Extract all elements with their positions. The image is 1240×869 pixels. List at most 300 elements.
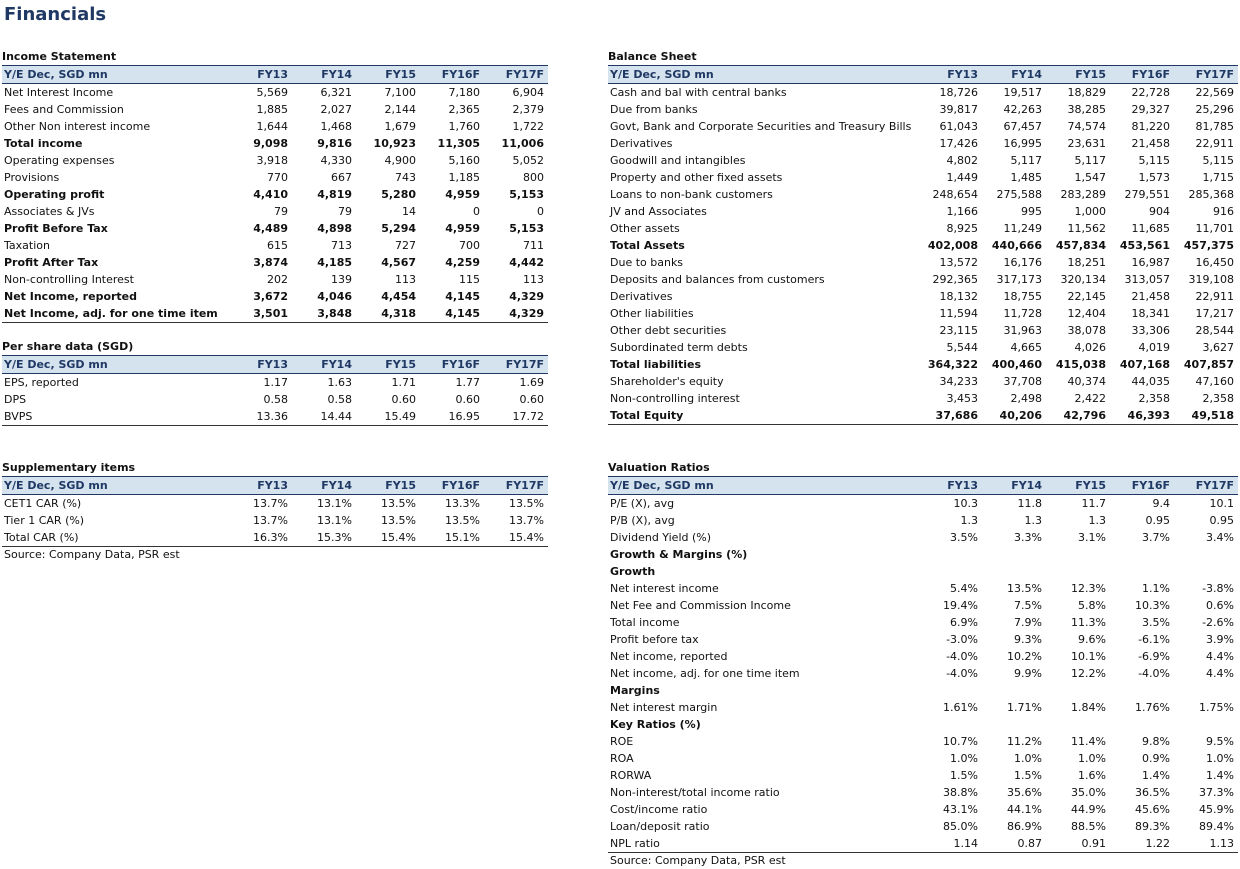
- table-row: [2, 203, 548, 220]
- per-share-table: [2, 355, 548, 426]
- row-value: 7.9%: [1014, 616, 1042, 629]
- row-value: 13.5%: [1007, 582, 1042, 595]
- row-value: 1,166: [946, 205, 978, 218]
- section-title: Valuation Ratios: [608, 461, 710, 474]
- row-value: 22,145: [1067, 290, 1106, 303]
- row-value: 33,306: [1131, 324, 1170, 337]
- row-value: 1.3: [1024, 514, 1042, 527]
- row-value: 711: [523, 239, 544, 252]
- row-value: 19,517: [1003, 86, 1042, 99]
- row-value: 1.6%: [1078, 769, 1106, 782]
- row-value: 4,046: [317, 290, 352, 303]
- section-title: Per share data (SGD): [2, 340, 134, 353]
- table-header-row: [2, 356, 548, 374]
- row-value: 407,168: [1119, 358, 1170, 371]
- header-label: Y/E Dec, SGD mn: [4, 358, 108, 371]
- row-value: 35.0%: [1071, 786, 1106, 799]
- row-value: 11,249: [1003, 222, 1042, 235]
- table-row: [2, 408, 548, 426]
- row-value: 0.87: [1017, 837, 1042, 850]
- row-label: Net interest income: [610, 582, 719, 595]
- row-value: 35.6%: [1007, 786, 1042, 799]
- row-value: 7.5%: [1014, 599, 1042, 612]
- row-value: 3.3%: [1014, 531, 1042, 544]
- row-value: 42,263: [1003, 103, 1042, 116]
- row-value: 3.1%: [1078, 531, 1106, 544]
- row-value: [1110, 563, 1174, 580]
- row-value: 13.7%: [253, 514, 288, 527]
- row-value: 2,379: [512, 103, 544, 116]
- row-value: 18,341: [1131, 307, 1170, 320]
- row-label: RORWA: [610, 769, 652, 782]
- section-title: Income Statement: [2, 50, 117, 63]
- row-value: 0.60: [391, 393, 416, 406]
- row-value: 17.72: [512, 410, 544, 423]
- table-row: [2, 374, 548, 392]
- row-value: [982, 563, 1046, 580]
- table-row: [608, 631, 1238, 648]
- row-label: P/B (X), avg: [610, 514, 675, 527]
- row-value: [918, 563, 982, 580]
- row-value: -2.6%: [1202, 616, 1234, 629]
- row-value: 0: [473, 205, 480, 218]
- row-label: JV and Associates: [610, 205, 707, 218]
- row-value: 37,708: [1003, 375, 1042, 388]
- table-row: [2, 220, 548, 237]
- row-value: 9,816: [317, 137, 352, 150]
- row-label: Profit After Tax: [4, 256, 99, 269]
- row-value: 1.0%: [1206, 752, 1234, 765]
- row-value: 25,296: [1195, 103, 1234, 116]
- row-value: 415,038: [1055, 358, 1106, 371]
- row-value: 79: [338, 205, 352, 218]
- row-label: Loan/deposit ratio: [610, 820, 710, 833]
- row-value: 457,834: [1055, 239, 1106, 252]
- row-label: ROA: [610, 752, 634, 765]
- row-value: 248,654: [932, 188, 978, 201]
- row-label: Operating expenses: [4, 154, 115, 167]
- row-value: 1,000: [1074, 205, 1106, 218]
- row-value: [1174, 682, 1238, 699]
- row-value: 667: [331, 171, 352, 184]
- header-label: Y/E Dec, SGD mn: [610, 68, 714, 81]
- row-value: 4,802: [946, 154, 978, 167]
- row-value: 3.9%: [1206, 633, 1234, 646]
- table-row: [608, 784, 1238, 801]
- table-row: [2, 254, 548, 271]
- header-label: Y/E Dec, SGD mn: [4, 479, 108, 492]
- table-row: [608, 186, 1238, 203]
- row-value: 31,963: [1003, 324, 1042, 337]
- row-value: 4,330: [320, 154, 352, 167]
- row-value: 313,057: [1124, 273, 1170, 286]
- row-value: 16,450: [1195, 256, 1234, 269]
- row-value: -4.0%: [1138, 667, 1170, 680]
- row-value: 5,569: [256, 86, 288, 99]
- row-value: [1046, 563, 1110, 580]
- row-label: Total CAR (%): [4, 531, 79, 544]
- row-value: 12.2%: [1071, 667, 1106, 680]
- row-value: [982, 716, 1046, 733]
- row-value: 8,925: [946, 222, 978, 235]
- row-value: 2,027: [320, 103, 352, 116]
- row-value: 11.3%: [1071, 616, 1106, 629]
- row-value: 16,987: [1131, 256, 1170, 269]
- row-label: Total income: [610, 616, 680, 629]
- row-value: 4,259: [445, 256, 480, 269]
- row-label: Operating profit: [4, 188, 105, 201]
- row-value: 79: [274, 205, 288, 218]
- row-value: 22,569: [1195, 86, 1234, 99]
- year-header: FY17F: [1195, 479, 1234, 492]
- row-value: 727: [395, 239, 416, 252]
- row-value: 13.7%: [509, 514, 544, 527]
- table-header-row: [608, 477, 1238, 495]
- year-header: FY13: [947, 479, 978, 492]
- source-note: Source: Company Data, PSR est: [4, 548, 180, 561]
- row-value: 1.3: [960, 514, 978, 527]
- row-value: 3.4%: [1206, 531, 1234, 544]
- row-value: 4,145: [445, 307, 480, 320]
- row-value: 364,322: [927, 358, 978, 371]
- row-label: Non-interest/total income ratio: [610, 786, 780, 799]
- table-row: [608, 818, 1238, 835]
- year-header: FY16F: [441, 358, 480, 371]
- row-label: Total income: [4, 137, 83, 150]
- table-row: [608, 220, 1238, 237]
- row-value: 1,468: [320, 120, 352, 133]
- row-value: 4,959: [445, 222, 480, 235]
- row-value: 47,160: [1195, 375, 1234, 388]
- table-row: [608, 390, 1238, 407]
- row-value: 275,588: [996, 188, 1042, 201]
- row-value: 3,848: [317, 307, 352, 320]
- year-header: FY16F: [1131, 479, 1170, 492]
- table-row: [2, 529, 548, 547]
- row-value: 457,375: [1183, 239, 1234, 252]
- row-value: 1.4%: [1142, 769, 1170, 782]
- row-value: 11,006: [501, 137, 544, 150]
- row-value: 4.4%: [1206, 667, 1234, 680]
- balance-sheet-table: [608, 65, 1238, 425]
- row-label: P/E (X), avg: [610, 497, 675, 510]
- row-label: Associates & JVs: [4, 205, 95, 218]
- row-value: 317,173: [996, 273, 1042, 286]
- row-value: 4,329: [509, 290, 544, 303]
- row-value: 1,644: [256, 120, 288, 133]
- year-header: FY15: [385, 68, 416, 81]
- row-value: 43.1%: [943, 803, 978, 816]
- row-value: 4,900: [384, 154, 416, 167]
- row-value: 2,358: [1202, 392, 1234, 405]
- row-value: 37,686: [935, 409, 978, 422]
- year-header: FY17F: [505, 358, 544, 371]
- row-value: -3.8%: [1202, 582, 1234, 595]
- row-value: 12.3%: [1071, 582, 1106, 595]
- row-value: 5.4%: [950, 582, 978, 595]
- table-row: [608, 648, 1238, 665]
- row-value: 1.3: [1088, 514, 1106, 527]
- header-label: Y/E Dec, SGD mn: [4, 68, 108, 81]
- table-row: [608, 373, 1238, 390]
- row-value: 5,153: [509, 188, 544, 201]
- table-row: [608, 733, 1238, 750]
- row-value: 1,449: [946, 171, 978, 184]
- row-value: 402,008: [927, 239, 978, 252]
- row-label: Derivatives: [610, 290, 673, 303]
- row-value: 292,365: [932, 273, 978, 286]
- row-value: 14.44: [320, 410, 352, 423]
- row-value: 3,627: [1202, 341, 1234, 354]
- row-label: Non-controlling Interest: [4, 273, 134, 286]
- row-value: 3.7%: [1142, 531, 1170, 544]
- row-value: 11,685: [1131, 222, 1170, 235]
- row-value: 18,251: [1067, 256, 1106, 269]
- row-value: 4,318: [381, 307, 416, 320]
- row-value: 15.4%: [381, 531, 416, 544]
- row-value: 5,280: [381, 188, 416, 201]
- row-value: 1.63: [327, 376, 352, 389]
- row-label: ROE: [610, 735, 634, 748]
- row-value: -4.0%: [946, 667, 978, 680]
- row-value: 18,132: [939, 290, 978, 303]
- table-row: [2, 271, 548, 288]
- row-value: 13.1%: [317, 497, 352, 510]
- row-value: 13.36: [256, 410, 288, 423]
- row-value: 13.5%: [445, 514, 480, 527]
- table-row: [608, 580, 1238, 597]
- table-row: [2, 118, 548, 135]
- row-label: Key Ratios (%): [610, 718, 701, 731]
- row-value: 44.1%: [1007, 803, 1042, 816]
- row-label: Subordinated term debts: [610, 341, 748, 354]
- row-value: 0: [537, 205, 544, 218]
- row-value: 49,518: [1191, 409, 1234, 422]
- row-value: 743: [395, 171, 416, 184]
- supplementary-items-section: [2, 459, 548, 563]
- table-row: [608, 614, 1238, 631]
- table-row: [608, 546, 1238, 563]
- row-value: 11.4%: [1071, 735, 1106, 748]
- row-value: 1,760: [448, 120, 480, 133]
- row-value: 9.8%: [1142, 735, 1170, 748]
- row-value: 700: [459, 239, 480, 252]
- row-value: 3,918: [256, 154, 288, 167]
- row-value: 1.71%: [1007, 701, 1042, 714]
- table-row: [608, 237, 1238, 254]
- table-row: [2, 288, 548, 305]
- row-label: Fees and Commission: [4, 103, 124, 116]
- row-value: 16.95: [448, 410, 480, 423]
- row-value: 800: [523, 171, 544, 184]
- row-value: 1,573: [1138, 171, 1170, 184]
- row-value: 10.3%: [1135, 599, 1170, 612]
- row-value: -6.9%: [1138, 650, 1170, 663]
- row-value: 22,728: [1131, 86, 1170, 99]
- valuation-ratios-section: [608, 459, 1238, 869]
- row-value: 1,547: [1074, 171, 1106, 184]
- row-value: 9.3%: [1014, 633, 1042, 646]
- row-label: Other liabilities: [610, 307, 694, 320]
- row-value: 4,454: [381, 290, 416, 303]
- row-label: EPS, reported: [4, 376, 79, 389]
- row-value: [1046, 546, 1110, 563]
- year-header: FY16F: [441, 479, 480, 492]
- row-value: 1,679: [384, 120, 416, 133]
- row-value: 9.6%: [1078, 633, 1106, 646]
- row-value: 4,819: [317, 188, 352, 201]
- row-label: Non-controlling interest: [610, 392, 740, 405]
- row-value: -6.1%: [1138, 633, 1170, 646]
- table-row: [608, 767, 1238, 784]
- row-value: 44,035: [1131, 375, 1170, 388]
- row-value: 23,631: [1067, 137, 1106, 150]
- row-label: Dividend Yield (%): [610, 531, 712, 544]
- row-value: 5,117: [1010, 154, 1042, 167]
- row-label: Other debt securities: [610, 324, 727, 337]
- row-label: Shareholder's equity: [610, 375, 724, 388]
- row-label: Deposits and balances from customers: [610, 273, 825, 286]
- row-label: Due to banks: [610, 256, 684, 269]
- row-label: Net Interest Income: [4, 86, 114, 99]
- row-value: [982, 546, 1046, 563]
- table-row: [608, 835, 1238, 853]
- row-value: 3,453: [946, 392, 978, 405]
- row-label: Growth & Margins (%): [610, 548, 748, 561]
- table-row: [2, 169, 548, 186]
- row-value: 1.61%: [943, 701, 978, 714]
- row-label: Total liabilities: [610, 358, 702, 371]
- row-label: Growth: [610, 565, 656, 578]
- year-header: FY14: [1011, 68, 1042, 81]
- row-value: 42,796: [1063, 409, 1106, 422]
- row-value: 283,289: [1060, 188, 1106, 201]
- table-header-row: [608, 66, 1238, 84]
- supplementary-table: [2, 476, 548, 547]
- row-value: 115: [459, 273, 480, 286]
- row-value: 7,100: [384, 86, 416, 99]
- row-value: 1.22: [1145, 837, 1170, 850]
- table-row: [608, 529, 1238, 546]
- row-value: 40,374: [1067, 375, 1106, 388]
- row-value: 0.91: [1081, 837, 1106, 850]
- row-label: Due from banks: [610, 103, 698, 116]
- row-value: 10.2%: [1007, 650, 1042, 663]
- row-value: 16.3%: [253, 531, 288, 544]
- table-row: [608, 339, 1238, 356]
- row-value: 5,544: [946, 341, 978, 354]
- row-label: Net income, adj. for one time item: [610, 667, 800, 680]
- row-value: 22,911: [1195, 290, 1234, 303]
- table-row: [608, 254, 1238, 271]
- row-value: 1.5%: [1014, 769, 1042, 782]
- row-value: 407,857: [1183, 358, 1234, 371]
- row-value: 15.3%: [317, 531, 352, 544]
- row-value: 4,442: [509, 256, 544, 269]
- row-value: 16,176: [1003, 256, 1042, 269]
- table-header-row: [2, 66, 548, 84]
- row-value: 770: [267, 171, 288, 184]
- row-value: 2,144: [384, 103, 416, 116]
- row-label: Derivatives: [610, 137, 673, 150]
- per-share-data-section: [2, 338, 548, 426]
- row-value: 4.4%: [1206, 650, 1234, 663]
- row-value: 0.9%: [1142, 752, 1170, 765]
- row-value: 18,726: [939, 86, 978, 99]
- row-value: 113: [395, 273, 416, 286]
- row-value: 4,019: [1138, 341, 1170, 354]
- row-value: 5,115: [1202, 154, 1234, 167]
- table-row: [608, 716, 1238, 733]
- row-value: 11,594: [939, 307, 978, 320]
- row-value: 1.0%: [1078, 752, 1106, 765]
- table-row: [608, 699, 1238, 716]
- row-value: 4,329: [509, 307, 544, 320]
- row-value: 5,115: [1138, 154, 1170, 167]
- row-label: Net Fee and Commission Income: [610, 599, 791, 612]
- table-row: [2, 305, 548, 323]
- row-value: 5,294: [381, 222, 416, 235]
- row-value: [1174, 716, 1238, 733]
- row-value: 11,562: [1067, 222, 1106, 235]
- row-value: 89.3%: [1135, 820, 1170, 833]
- table-row: [608, 563, 1238, 580]
- row-label: Loans to non-bank customers: [610, 188, 773, 201]
- row-value: 2,358: [1138, 392, 1170, 405]
- row-label: Total Assets: [610, 239, 685, 252]
- row-value: 916: [1213, 205, 1234, 218]
- table-row: [608, 407, 1238, 425]
- row-value: [1110, 546, 1174, 563]
- row-value: 1.84%: [1071, 701, 1106, 714]
- row-value: 1.77: [455, 376, 480, 389]
- row-value: 319,108: [1188, 273, 1234, 286]
- table-row: [608, 597, 1238, 614]
- row-value: 38,285: [1067, 103, 1106, 116]
- row-value: 0.58: [327, 393, 352, 406]
- row-value: 46,393: [1127, 409, 1170, 422]
- row-value: 10.1: [1209, 497, 1234, 510]
- row-value: 19.4%: [943, 599, 978, 612]
- year-header: FY13: [947, 68, 978, 81]
- row-value: 1.75%: [1199, 701, 1234, 714]
- row-value: 29,327: [1131, 103, 1170, 116]
- row-value: [982, 682, 1046, 699]
- row-value: 38.8%: [943, 786, 978, 799]
- row-value: 320,134: [1060, 273, 1106, 286]
- row-label: Total Equity: [610, 409, 684, 422]
- table-row: [608, 288, 1238, 305]
- row-value: 11,701: [1195, 222, 1234, 235]
- row-value: 15.4%: [509, 531, 544, 544]
- row-value: 37.3%: [1199, 786, 1234, 799]
- row-value: 5.8%: [1078, 599, 1106, 612]
- row-value: [1174, 546, 1238, 563]
- row-value: 4,898: [317, 222, 352, 235]
- row-value: 4,026: [1074, 341, 1106, 354]
- row-value: 4,410: [253, 188, 288, 201]
- row-value: 34,233: [939, 375, 978, 388]
- row-value: 10,923: [373, 137, 416, 150]
- table-row: [608, 152, 1238, 169]
- row-value: 11.8: [1017, 497, 1042, 510]
- valuation-ratios-table: [608, 476, 1238, 853]
- row-value: 1,485: [1010, 171, 1042, 184]
- year-header: FY15: [1075, 479, 1106, 492]
- row-value: 1.69: [519, 376, 544, 389]
- table-row: [608, 512, 1238, 529]
- table-row: [2, 101, 548, 118]
